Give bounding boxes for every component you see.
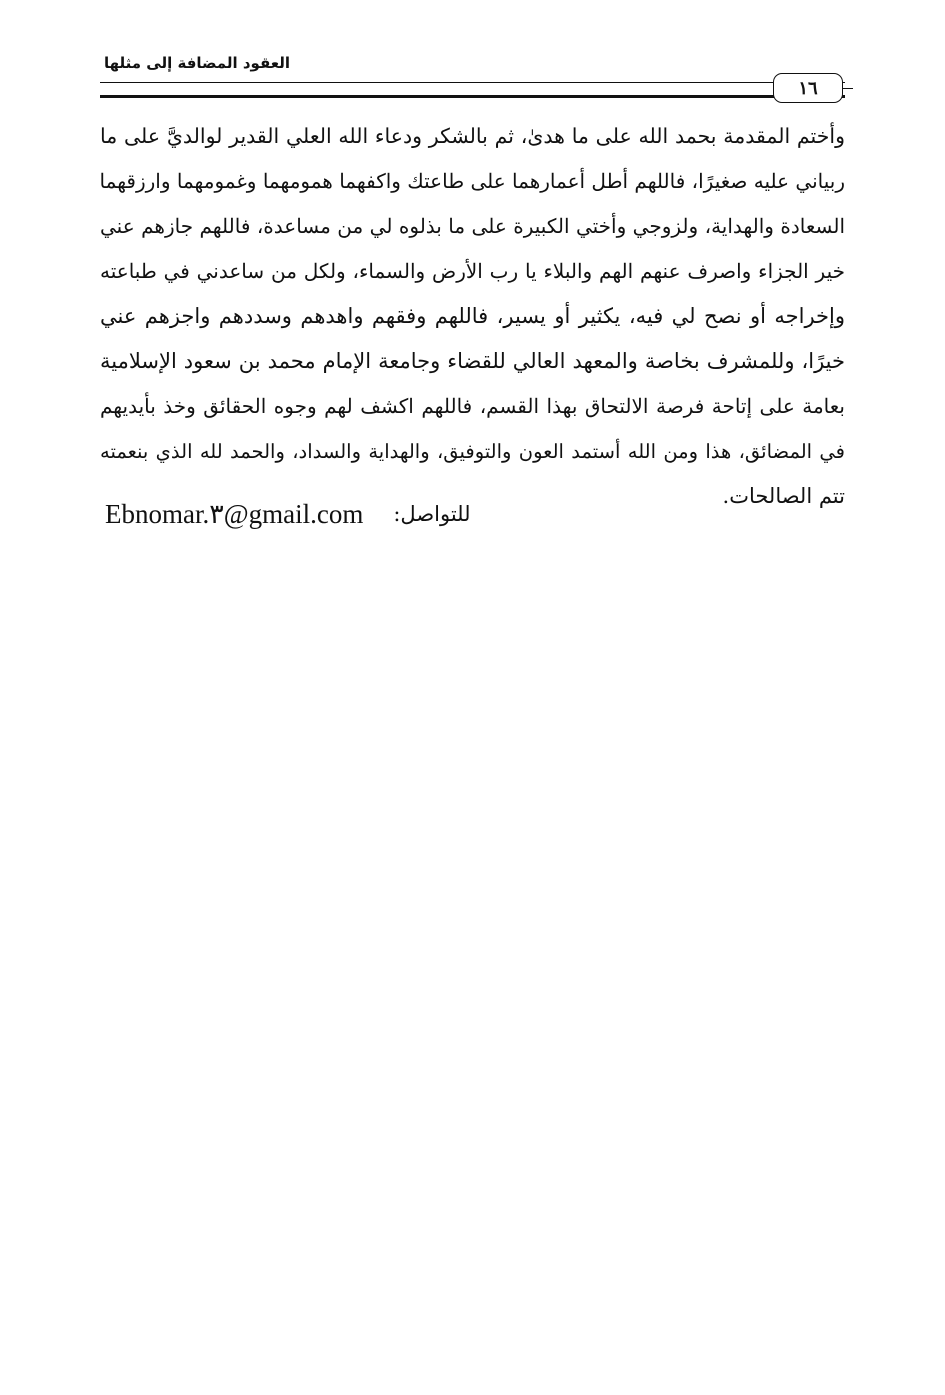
contact-line xyxy=(105,495,505,533)
text-line: ربياني عليه صغيرًا، فاللهم أطل أعمارهما على طاعتك واكفهما همومهما وغمومهما وارزقهما xyxy=(99,169,845,193)
body-paragraph xyxy=(100,114,845,519)
page-number-tick xyxy=(843,88,853,89)
text-line: خيرًا، وللمشرف بخاصة والمعهد العالي للقضاء وجامعة الإمام محمد بن سعود الإسلامية xyxy=(100,349,845,373)
text-line: بعامة على إتاحة فرصة الالتحاق بهذا القسم، فاللهم اكشف لهم وجوه الحقائق وخذ بأيديهم xyxy=(100,394,845,418)
header-rule-thick xyxy=(100,95,845,98)
text-line: في المضائق، هذا ومن الله أستمد العون والتوفيق، والهداية والسداد، والحمد لله الذي بنعمته xyxy=(100,440,845,463)
page-number: ١٦ xyxy=(773,73,843,103)
text-line: وأختم المقدمة بحمد الله على ما هدىٰ، ثم بالشكر ودعاء الله العلي القدير لوالديَّ على ما xyxy=(100,124,845,148)
contact-email: Ebnomar.٣@gmail.com xyxy=(105,498,364,529)
text-line: وإخراجه أو نصح لي فيه، يكثير أو يسير، فاللهم وفقهم واهدهم وسددهم واجزهم عني xyxy=(100,304,845,328)
text-line-last: تتم الصالحات. xyxy=(722,484,845,508)
text-line: السعادة والهداية، ولزوجي وأختي الكبيرة على ما بذلوه لي من مساعدة، فاللهم جازهم عني xyxy=(100,214,845,238)
contact-label: للتواصل: xyxy=(393,502,471,526)
running-title: العقود المضافة إلى مثلها xyxy=(104,54,290,72)
text-line: خير الجزاء واصرف عنهم الهم والبلاء يا رب الأرض والسماء، ولكل من ساعدني في طباعته xyxy=(100,259,845,283)
header-rule-thin xyxy=(100,82,845,83)
